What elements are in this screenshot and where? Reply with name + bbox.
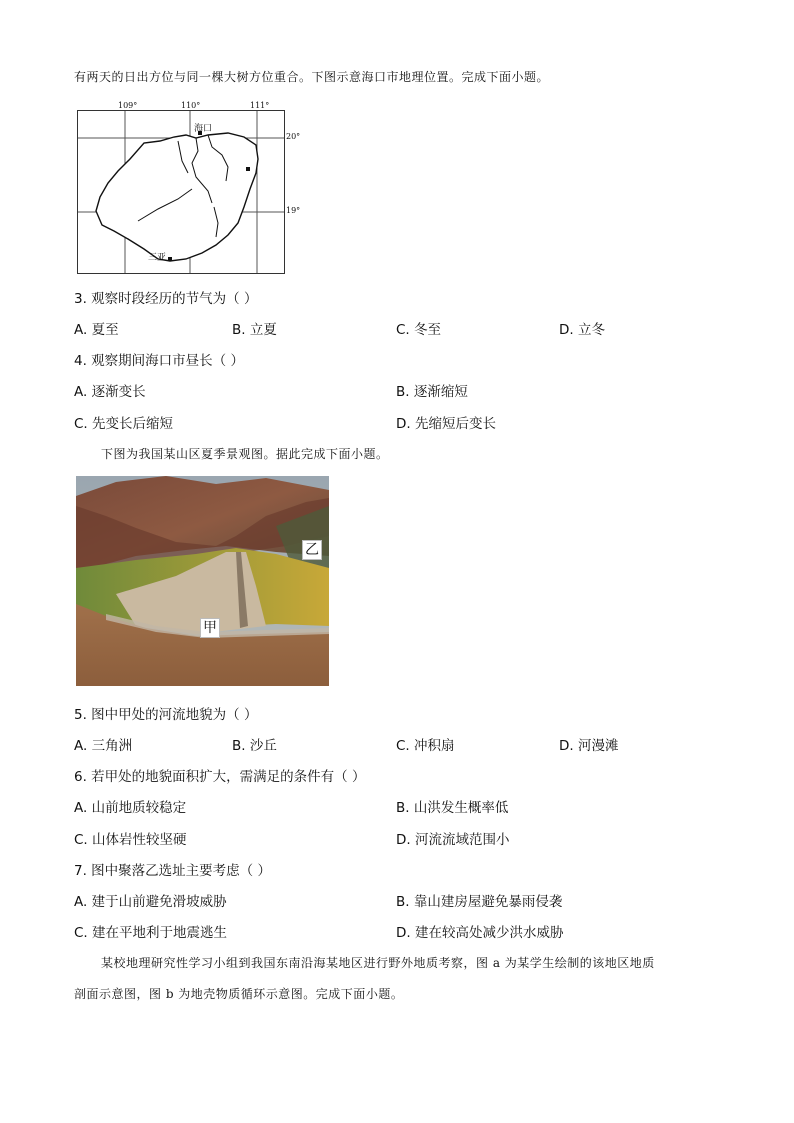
photo-label-yi: 乙 xyxy=(302,540,322,560)
q6-stem: 6. 若甲处的地貌面积扩大，需满足的条件有（ ） xyxy=(74,769,366,785)
q4-option-d: D. 先缩短后变长 xyxy=(396,416,496,432)
map-lon-109: 109° xyxy=(118,101,138,110)
hainan-island-outline xyxy=(96,133,258,261)
q3-option-b: B. 立夏 xyxy=(232,322,277,338)
map-lon-111: 111° xyxy=(250,101,270,110)
map-lon-110: 110° xyxy=(181,101,201,110)
landscape-photo xyxy=(76,476,329,686)
q5-option-d: D. 河漫滩 xyxy=(559,738,619,754)
q6-option-a: A. 山前地质较稳定 xyxy=(74,800,187,816)
photo-label-jia: 甲 xyxy=(200,618,220,638)
q6-option-d: D. 河流流域范围小 xyxy=(396,832,510,848)
q6-option-b: B. 山洪发生概率低 xyxy=(396,800,509,816)
q6-option-c: C. 山体岩性较坚硬 xyxy=(74,832,187,848)
q5-option-a: A. 三角洲 xyxy=(74,738,133,754)
q3-option-a: A. 夏至 xyxy=(74,322,119,338)
q3-option-d: D. 立冬 xyxy=(559,322,605,338)
city-haikou-label: 海口 xyxy=(194,124,213,134)
hainan-map-svg xyxy=(78,111,284,273)
q7-option-c: C. 建在平地利于地震逃生 xyxy=(74,925,228,941)
hainan-map xyxy=(77,110,285,274)
intro-text-3-line-1: 某校地理研究性学习小组到我国东南沿海某地区进行野外地质考察，图 a 为某学生绘制的该地区地质 xyxy=(101,956,655,970)
landscape-photo-svg xyxy=(76,476,329,686)
intro-text-3-line-2: 剖面示意图，图 b 为地壳物质循环示意图。完成下面小题。 xyxy=(74,987,404,1001)
q4-stem: 4. 观察期间海口市昼长（ ） xyxy=(74,353,244,369)
intro-text-2: 下图为我国某山区夏季景观图。据此完成下面小题。 xyxy=(101,447,389,461)
q3-option-c: C. 冬至 xyxy=(396,322,442,338)
q3-stem: 3. 观察时段经历的节气为（ ） xyxy=(74,291,258,307)
q7-option-a: A. 建于山前避免滑坡威胁 xyxy=(74,894,227,910)
q4-option-c: C. 先变长后缩短 xyxy=(74,416,174,432)
q4-option-b: B. 逐渐缩短 xyxy=(396,384,468,400)
q4-option-a: A. 逐渐变长 xyxy=(74,384,146,400)
map-lat-19: 19° xyxy=(286,206,301,215)
q5-option-c: C. 冲积扇 xyxy=(396,738,455,754)
q7-option-b: B. 靠山建房屋避免暴雨侵袭 xyxy=(396,894,563,910)
q5-stem: 5. 图中甲处的河流地貌为（ ） xyxy=(74,707,258,723)
east-city-marker xyxy=(246,167,250,171)
q7-stem: 7. 图中聚落乙选址主要考虑（ ） xyxy=(74,863,271,879)
sanya-marker xyxy=(168,257,172,261)
intro-text-1: 有两天的日出方位与同一棵大树方位重合。下图示意海口市地理位置。完成下面小题。 xyxy=(74,70,550,84)
q5-option-b: B. 沙丘 xyxy=(232,738,277,754)
q7-option-d: D. 建在较高处减少洪水威胁 xyxy=(396,925,564,941)
map-lat-20: 20° xyxy=(286,132,301,141)
city-sanya-label: 三亚 xyxy=(148,253,167,263)
